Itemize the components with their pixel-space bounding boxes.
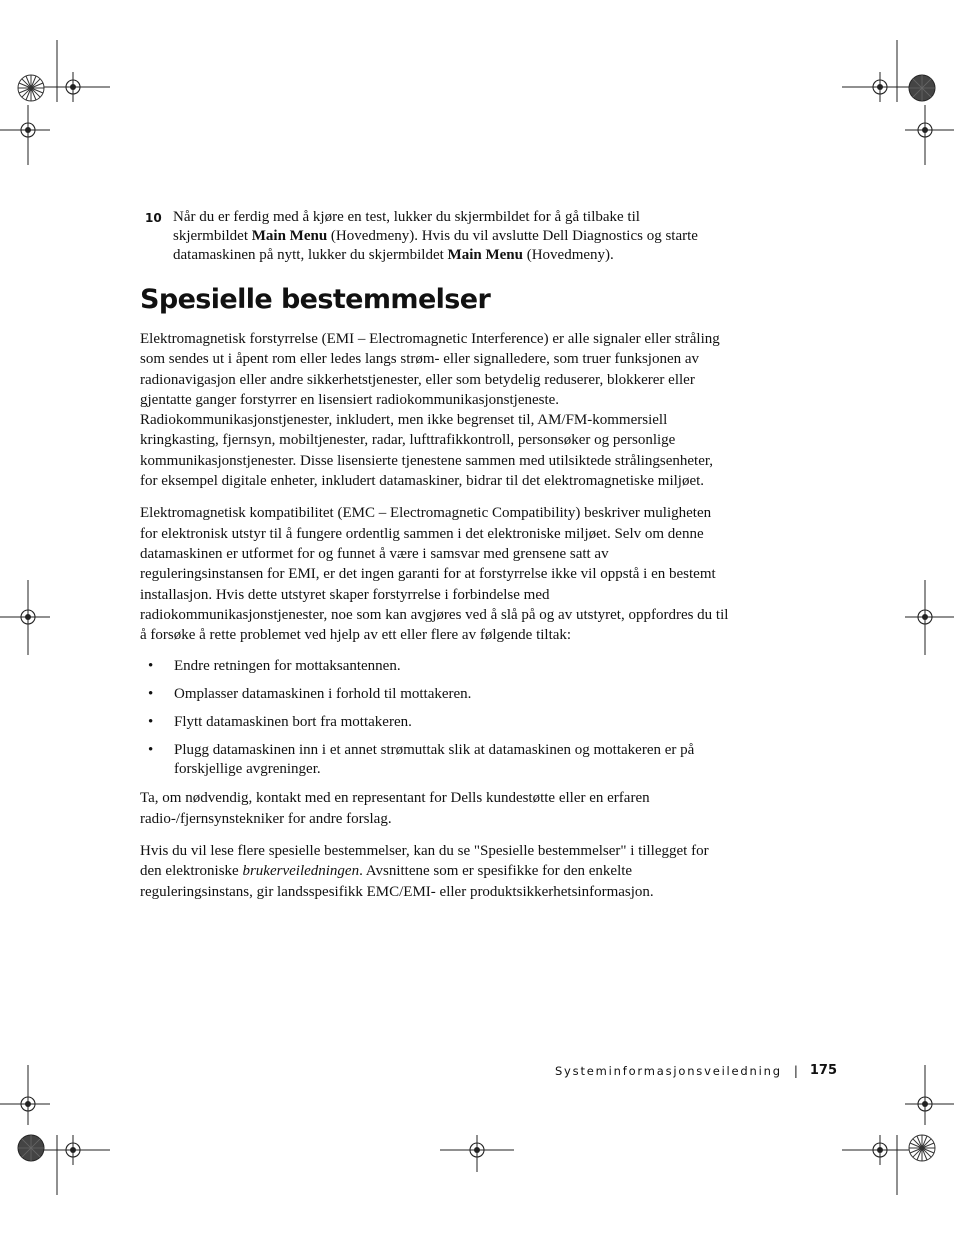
registration-dark-disc-icon [18,1135,44,1161]
paragraph-emc: Elektromagnetisk kompatibilitet (EMC – Electromagnetic Compatibility) beskriver muligheten for elektronisk utstyr til å fungere ordentlig sammen i det elektroniske miljøet. Selv om denne datamaskinen er utformet for og funnet å være i samsvar med grensene satt av reguleringsinstansen for EMI, er det ingen garanti for at forstyrrelse ikke vil oppstå i en bestemt installasjon. Hvis dette utstyret skaper forstyrrelse i forbindelse med radiokommunikasjonstjenester, noe som kan avgjøres ved å slå på og av utstyret, oppfordres du til å forsøke å rette problemet ved hjelp av ett eller flere av følgende tiltak: [140,505,729,644]
list-item-text: Plugg datamaskinen inn i et annet strømuttak slik at datamaskinen og mottakeren er på forskjellige avgreninger. [174,742,695,778]
list-item [140,685,730,704]
step-number: 10 [145,211,162,225]
list-item [140,741,730,779]
registration-crosshair-icon [910,1089,940,1119]
registration-crosshair-icon [865,72,895,102]
bullet: • [148,742,154,759]
registration-crosshair-icon [13,1089,43,1119]
registration-dark-disc-icon [909,75,935,101]
page-footer [555,1063,837,1078]
registration-crosshair-icon [910,115,940,145]
registration-crosshair-icon [58,72,88,102]
page-number: 175 [809,1063,837,1078]
main-menu-term: Main Menu [251,228,328,244]
list-item-text: Endre retningen for mottaksantennen. [174,658,401,675]
section-title: Spesielle bestemmelser [140,284,491,315]
registration-crosshair-icon [910,602,940,632]
registration-starburst-icon [909,1135,935,1161]
step-text-part: (Hovedmeny). [522,247,614,263]
paragraph-more-info [140,841,730,902]
registration-starburst-icon [18,75,44,101]
registration-crosshair-icon [13,115,43,145]
bullet: • [148,714,154,731]
paragraph-emi: Elektromagnetisk forstyrrelse (EMI – Electromagnetic Interference) er alle signaler eller stråling som sendes ut i åpent rom eller ledes langs strøm- eller signalledere, som truer funksjonen av radionavigasjon eller andre sikkerhetstjenester, eller som betydelig reduserer, blokkerer eller gjentatte ganger forstyrrer en lisensiert radiokommunikasjonstjeneste. Radiokommunikasjonstjenester, inkludert, men ikke begrenset til, AM/FM-kommersiell kringkasting, fjernsyn, mobiltjenester, radar, lufttrafikkontroll, personsøker og personlige kommunikasjonstjenester. Disse lisensierte tjenestene sammen med utilsiktede strålingsenheter, for eksempel digitale enheter, inkludert datamaskiner, bidrar til det elektromagnetiske miljøet. [140,331,720,490]
list-item-text: Flytt datamaskinen bort fra mottakeren. [174,714,412,731]
list-item [140,657,730,676]
registration-crosshair-icon [462,1135,492,1165]
step-text-part: (Hovedmeny). Hvis du vil avslutte Dell Diagnostics og starte datamaskinen på nytt, lukker du skjermbildet [173,228,698,263]
section-body [140,329,730,914]
bullet: • [148,658,154,675]
step-text-part: Når du er ferdig med å kjøre en test, lukker du skjermbildet for å gå tilbake til skjermbildet [173,209,640,244]
paragraph-contact: Ta, om nødvendig, kontakt med en representant for Dells kundestøtte eller en erfaren radio-/fjernsynstekniker for andre forslag. [140,790,650,827]
paragraph-text-part: Hvis du vil lese flere spesielle bestemmelser, kan du se "Spesielle bestemmelser" i tillegget for den elektroniske [140,843,709,880]
list-item-text: Omplasser datamaskinen i forhold til mottakeren. [174,686,472,703]
registration-crosshair-icon [865,1135,895,1165]
paragraph-text-part: . Avsnittene som er spesifikke for den enkelte reguleringsinstans, gir landsspesifikk EMC/EMI- eller produktsikkerhetsinformasjon. [140,863,654,900]
measures-list [140,657,730,779]
numbered-step [145,208,705,265]
step-text [173,208,705,265]
bullet: • [148,686,154,703]
registration-crosshair-icon [13,602,43,632]
registration-crosshair-icon [58,1135,88,1165]
main-menu-term: Main Menu [447,247,523,263]
user-guide-title: brukerveiledningen [242,863,360,880]
list-item [140,713,730,732]
footer-separator: | [793,1063,798,1078]
footer-title: Systeminformasjonsveiledning [554,1063,782,1078]
